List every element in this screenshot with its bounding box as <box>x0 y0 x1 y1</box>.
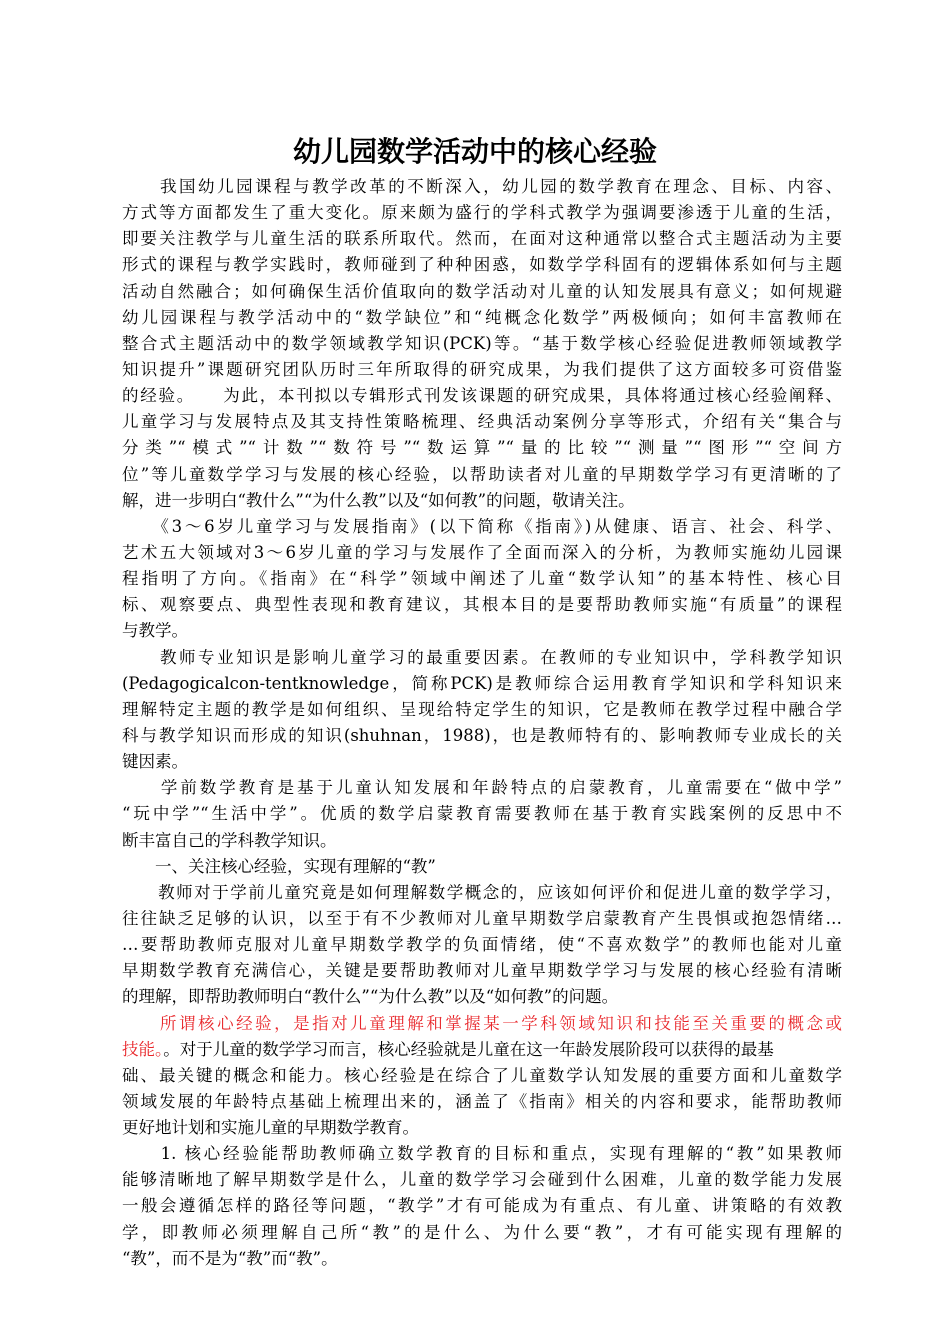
text-line: 儿童学习与发展特点及其支持性策略梳理、经典活动案例分享等形式，介绍有关“集合与 <box>122 412 842 432</box>
text-line: 更好地计划和实施儿童的早期数学教育。 <box>122 1118 419 1138</box>
highlighted-definition-end: 技能。 <box>122 1039 164 1059</box>
text-line-continuation: 。对于儿童的数学学习而言，核心经验就是儿童在这一年龄发展阶段可以获得的最基 <box>163 1039 774 1059</box>
text-line: 我国幼儿园课程与教学改革的不断深入，幼儿园的数学教育在理念、目标、内容、 <box>122 177 842 196</box>
text-line: 键因素。 <box>122 752 188 772</box>
text-line: 早期数学教育充满信心，关键是要帮助教师对儿童早期数学学习与发展的核心经验有清晰 <box>122 961 842 981</box>
text-line: “玩中学”“生活中学”。优质的数学启蒙教育需要教师在基于教育实践案例的反思中不 <box>122 804 842 824</box>
text-line: 整合式主题活动中的数学领域教学知识(PCK)等。“基于数学核心经验促进教师领域教学 <box>122 333 842 353</box>
text-line: 往往缺乏足够的认识，以至于有不少教师对儿童早期数学启蒙教育产生畏惧或抱怨情绪… <box>122 908 842 928</box>
text-line: 艺术五大领域对3～6岁儿童的学习与发展作了全面而深入的分析，为教师实施幼儿园课 <box>122 542 842 562</box>
text-line: 形式的课程与教学实践时，教师碰到了种种困惑，如数学学科固有的逻辑体系如何与主题 <box>122 255 842 275</box>
highlighted-definition: 所谓核心经验，是指对儿童理解和掌握某一学科领域知识和技能至关重要的概念或 <box>122 1013 842 1033</box>
text-line: 断丰富自己的学科教学知识。 <box>122 830 337 850</box>
text-line: 1. 核心经验能帮助教师确立数学教育的目标和重点，实现有理解的“教”如果教师 <box>122 1144 842 1164</box>
text-line: 即要关注教学与儿童生活的联系所取代。然而，在面对这种通常以整合式主题活动为主要 <box>122 229 842 249</box>
text-line: 活动自然融合；如何确保生活价值取向的数学活动对儿童的认知发展具有意义；如何规避 <box>122 281 842 301</box>
text-line: (Pedagogicalcon-tentknowledge，简称PCK)是教师综合运用教育学知识和学科知识来 <box>122 673 842 693</box>
text-line: 础、最关键的概念和能力。核心经验是在综合了儿童数学认知发展的重要方面和儿童数学 <box>122 1065 842 1085</box>
text-line: 《3～6岁儿童学习与发展指南》(以下简称《指南》)从健康、语言、社会、科学、 <box>122 516 842 536</box>
text-line: 的理解，即帮助教师明白“教什么”“为什么教”以及“如何教”的问题。 <box>122 987 619 1007</box>
section-heading: 一、关注核心经验，实现有理解的“教” <box>122 856 436 876</box>
text-line: “教”，而不是为“教”而“教”。 <box>122 1248 338 1268</box>
text-line: 理解特定主题的教学是如何组织、呈现给特定学生的知识，它是教师在教学过程中融合学 <box>122 699 842 719</box>
text-line: 标、观察要点、典型性表现和教育建议，其根本目的是要帮助教师实施“有质量”的课程 <box>122 595 842 615</box>
text-line: 一般会遵循怎样的路径等问题，“教学”才有可能成为有重点、有儿童、讲策略的有效教 <box>122 1196 842 1216</box>
text-line: 解，进一步明白“教什么”“为什么教”以及“如何教”的问题，敬请关注。 <box>122 490 635 510</box>
text-line: 学前数学教育是基于儿童认知发展和年龄特点的启蒙教育，儿童需要在“做中学” <box>122 778 842 798</box>
text-line: 学，即教师必须理解自己所“教”的是什么、为什么要“教”，才有可能实现有理解的 <box>122 1222 842 1242</box>
text-line: 教师对于学前儿童究竟是如何理解数学概念的，应该如何评价和促进儿童的数学学习， <box>122 882 842 902</box>
text-line-mixed <box>122 1037 842 1063</box>
text-line: 方式等方面都发生了重大变化。原来颇为盛行的学科式教学为强调要渗透于儿童的生活， <box>122 203 842 223</box>
text-line: …要帮助教师克服对儿童早期数学教学的负面情绪，使“不喜欢数学”的教师也能对儿童 <box>122 935 842 955</box>
text-line: 分类”“模式”“计数”“数符号”“数运算”“量的比较”“测量”“图形”“空间方 <box>122 438 842 458</box>
text-line: 知识提升”课题研究团队历时三年所取得的研究成果，为我们提供了这方面较多可资借鉴 <box>122 359 842 379</box>
article-body <box>122 174 842 1272</box>
text-line: 幼儿园课程与教学活动中的“数学缺位”和“纯概念化数学”两极倾向；如何丰富教师在 <box>122 307 842 327</box>
text-line: 教师专业知识是影响儿童学习的最重要因素。在教师的专业知识中，学科教学知识 <box>122 647 842 667</box>
text-line: 科与教学知识而形成的知识(shuhnan，1988)，也是教师特有的、影响教师专业成长的关 <box>122 725 842 745</box>
text-line: 与教学。 <box>122 621 188 641</box>
text-line: 的经验。 为此，本刊拟以专辑形式刊发该课题的研究成果，具体将通过核心经验阐释、 <box>122 386 842 406</box>
text-line: 能够清晰地了解早期数学是什么，儿童的数学学习会碰到什么困难，儿童的数学能力发展 <box>122 1170 842 1190</box>
page-title: 幼儿园数学活动中的核心经验 <box>292 135 657 168</box>
text-line: 领域发展的年龄特点基础上梳理出来的，涵盖了《指南》相关的内容和要求，能帮助教师 <box>122 1091 842 1111</box>
text-line: 程指明了方向。《指南》在“科学”领域中阐述了儿童“数学认知”的基本特性、核心目 <box>122 569 842 589</box>
text-line: 位”等儿童数学学习与发展的核心经验，以帮助读者对儿童的早期数学学习有更清晰的了 <box>122 464 842 484</box>
